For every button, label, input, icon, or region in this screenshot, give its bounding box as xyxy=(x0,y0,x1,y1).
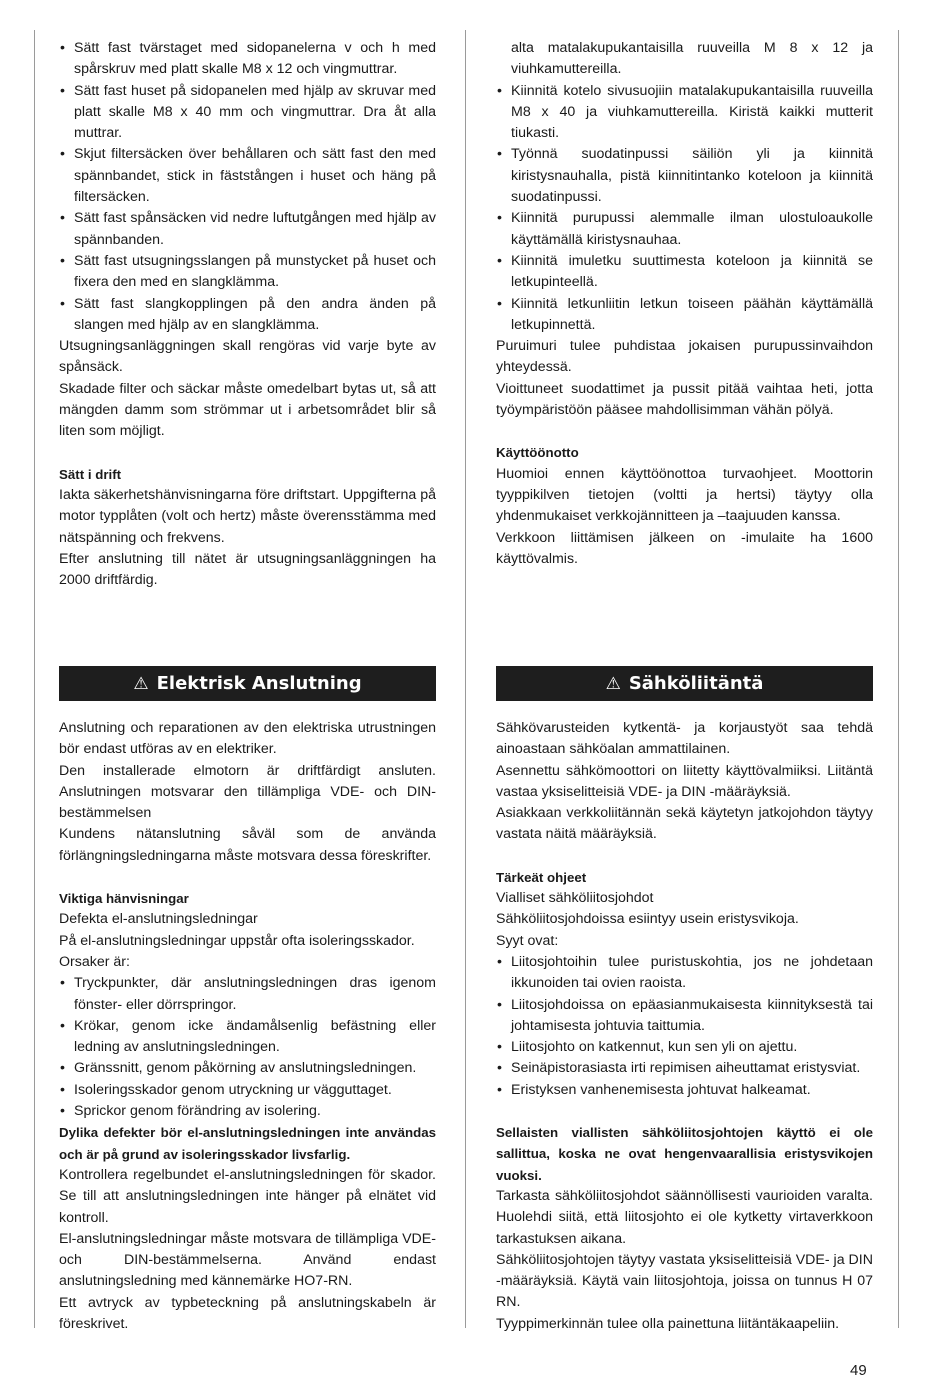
paragraph: Sähköliitosjohtojen täytyy vastata yksiselitteisiä VDE- ja DIN -määräyksiä. Käytä vain liitosjohtoja, joissa on tunnus H 07 RN. xyxy=(496,1251,873,1311)
section-heading: Käyttöönotto xyxy=(496,445,579,461)
list-item: • Kiinnitä imuletku suuttimesta koteloon ja kiinnitä se letkupinteellä. xyxy=(496,251,873,294)
paragraph: Verkkoon liittämisen jälkeen on -imulaite ha 1600 käyttövalmis. xyxy=(496,529,873,567)
list-item: • Eristyksen vanhenemisesta johtuvat halkeamat. xyxy=(496,1080,873,1101)
finnish-electrical-section xyxy=(496,718,873,1335)
list-item: • Liitosjohtoihin tulee puristuskohtia, jos ne johdetaan ikkunoiden tai ovien raoista. xyxy=(496,952,873,995)
paragraph: På el-anslutningsledningar uppstår ofta isoleringsskador. xyxy=(59,932,415,949)
finnish-assembly-steps xyxy=(496,81,873,337)
paragraph: Syyt ovat: xyxy=(496,932,559,949)
finnish-assembly-section xyxy=(496,38,873,570)
page-number: 49 xyxy=(850,1362,867,1379)
paragraph: Anslutning och reparationen av den elektriska utrustningen bör endast utföras av en elektriker. xyxy=(59,720,436,758)
swedish-assembly-steps xyxy=(59,38,436,336)
paragraph: Asiakkaan verkkoliitännän sekä käytetyn jatkojohdon täytyy vastata näitä määräyksiä. xyxy=(496,805,873,843)
section-heading: Sätt i drift xyxy=(59,466,122,482)
list-item: • Isoleringsskador genom utryckning ur vägguttaget. xyxy=(59,1080,436,1101)
swedish-electrical-section xyxy=(59,718,436,1335)
paragraph: Den installerade elmotorn är driftfärdigt ansluten. Anslutningen motsvarar den tillämpliga VDE- och DIN- bestämmelsen xyxy=(59,762,436,822)
paragraph: Puruimuri tulee puhdistaa jokaisen purupussinvaihdon yhteydessä. xyxy=(496,338,873,376)
right-margin-rule xyxy=(898,30,899,1328)
list-item: • Sprickor genom förändring av isolering. xyxy=(59,1101,436,1122)
list-item: • Liitosjohdoissa on epäasianmukaisesta kiinnityksestä tai johtamisesta johtuvia taittumia. xyxy=(496,995,873,1038)
section-heading: Tärkeät ohjeet xyxy=(496,869,587,885)
paragraph: Defekta el-anslutningsledningar xyxy=(59,911,258,928)
list-item: • Liitosjohto on katkennut, kun sen yli on ajettu. xyxy=(496,1037,873,1058)
paragraph: El-anslutningsledningar måste motsvara de tillämpliga VDE- och DIN-bestämmelserna. Använd endast anslutningsledning med kännemärke HO7-RN. xyxy=(59,1230,436,1290)
paragraph: Sähköliitosjohdoissa esiintyy usein eristysvikoja. xyxy=(496,911,799,928)
banner-title: Elektrisk Anslutning xyxy=(156,673,362,694)
paragraph: Vioittuneet suodattimet ja pussit pitää vaihtaa heti, jotta työympäristöön pääsee mahdollisimman vähän pölyä. xyxy=(496,380,873,419)
list-item: • Kiinnitä kotelo sivusuojiin matalakupukantaisilla ruuveilla M8 x 40 ja viuhkamuttereilla. Kiristä kaikki mutterit tiukasti. xyxy=(496,81,873,145)
list-item: • Tryckpunkter, där anslutningsledningen dras igenom fönster- eller dörrspringor. xyxy=(59,973,436,1016)
list-item: • Krökar, genom icke ändamålsenlig befästning eller ledning av anslutningsledningen. xyxy=(59,1016,436,1059)
paragraph: Kontrollera regelbundet el-anslutningsledningen för skador. Se till att anslutningsledningen inte hänger på elnätet vid kontroll. xyxy=(59,1166,436,1226)
left-margin-rule xyxy=(34,30,35,1328)
paragraph: Asennettu sähkömoottori on liitetty käyttövalmiiksi. Liitäntä vastaa yksiselitteisiä VDE- ja DIN -määräyksiä. xyxy=(496,762,873,800)
paragraph: Skadade filter och säckar måste omedelbart bytas ut, så att mängden damm som strömmar ut i arbetsområdet blir så liten som möjligt. xyxy=(59,380,436,440)
list-item: • Skjut filtersäcken över behållaren och sätt fast den med spännbandet, stick in fäststången i huset och häng på filtersäcken. xyxy=(59,144,436,208)
finnish-damage-causes xyxy=(496,952,873,1101)
list-item: • Sätt fast spånsäcken vid nedre luftutgången med hjälp av spännbanden. xyxy=(59,208,436,251)
paragraph: Efter anslutning till nätet är utsugningsanläggningen ha 2000 driftfärdig. xyxy=(59,550,436,589)
list-item: • Työnnä suodatinpussi säiliön yli ja kiinnitä kiristysnauhalla, pistä kiinnitintanko koteloon ja kiinnitä suodatinpussi. xyxy=(496,144,873,208)
paragraph: Huomioi ennen käyttöönottoa turvaohjeet. Moottorin tyyppikilven tietojen (voltti ja hertsi) täytyy olla yhdenmukaiset verkkojännitteen ja –taajuuden kanssa. xyxy=(496,465,873,525)
finnish-electrical-banner xyxy=(496,666,873,701)
paragraph: Sähkövarusteiden kytkentä- ja korjaustyöt saa tehdä ainoastaan sähköalan ammattilainen. xyxy=(496,720,873,758)
paragraph: Utsugningsanläggningen skall rengöras vid varje byte av spånsäck. xyxy=(59,338,436,376)
swedish-electrical-banner xyxy=(59,666,436,701)
warning-note: Sellaisten viallisten sähköliitosjohtojen käyttö ei ole sallittua, koska ne ovat hengenvaarallisia eristysvikojen vuoksi. xyxy=(496,1125,873,1183)
list-item: • Kiinnitä letkunliitin letkun toiseen päähän käyttämällä letkupinnettä. xyxy=(496,294,873,337)
paragraph: Tarkasta sähköliitosjohdot säännöllisesti vaurioiden varalta. Huolehdi siitä, että liitosjohto ei ole kytketty virtaverkkoon tarkastuksen aikana. xyxy=(496,1187,873,1247)
warning-icon: ⚠ xyxy=(133,673,149,694)
swedish-assembly-section xyxy=(59,38,436,591)
paragraph: alta matalakupukantaisilla ruuveilla M 8 x 12 ja viuhkamuttereilla. xyxy=(511,40,873,78)
warning-icon: ⚠ xyxy=(605,673,621,694)
warning-note: Dylika defekter bör el-anslutningsledningen inte användas och är på grund av isoleringsskador livsfarlig. xyxy=(59,1125,436,1162)
paragraph: Tyyppimerkinnän tulee olla painettuna liitäntäkaapeliin. xyxy=(496,1315,840,1332)
paragraph: Vialliset sähköliitosjohdot xyxy=(496,890,654,907)
list-item: • Sätt fast tvärstaget med sidopanelerna v och h med spårskruv med platt skalle M8 x 12 och vingmuttrar. xyxy=(59,38,436,81)
list-item: • Gränssnitt, genom påkörning av anslutningsledningen. xyxy=(59,1058,436,1079)
paragraph: Kundens nätanslutning såväl som de använda förlängningsledningarna måste motsvara dessa föreskrifter. xyxy=(59,826,436,864)
section-heading: Viktiga hänvisningar xyxy=(59,891,189,907)
paragraph: Ett avtryck av typbeteckning på anslutningskabeln är föreskrivet. xyxy=(59,1294,436,1333)
banner-title: Sähköliitäntä xyxy=(628,673,764,694)
swedish-damage-causes xyxy=(59,973,436,1122)
list-item: • Sätt fast slangkopplingen på den andra änden på slangen med hjälp av en slangklämma. xyxy=(59,294,436,337)
paragraph: Orsaker är: xyxy=(59,953,130,970)
list-item: • Sätt fast utsugningsslangen på munstycket på huset och fixera den med en slangklämma. xyxy=(59,251,436,294)
list-item: • Kiinnitä purupussi alemmalle ilman ulostuloaukolle käyttämällä kiristysnauhaa. xyxy=(496,208,873,251)
list-item: • Sätt fast huset på sidopanelen med hjälp av skruvar med platt skalle M8 x 40 mm och vingmuttrar. Dra åt alla muttrar. xyxy=(59,81,436,145)
list-item: • Seinäpistorasiasta irti repimisen aiheuttamat eristysviat. xyxy=(496,1058,873,1079)
center-rule xyxy=(465,30,466,1328)
paragraph: Iakta säkerhetshänvisningarna före driftstart. Uppgifterna på motor typplåten (volt och hertz) måste överensstämma med nätspänning och frekvens. xyxy=(59,486,436,546)
